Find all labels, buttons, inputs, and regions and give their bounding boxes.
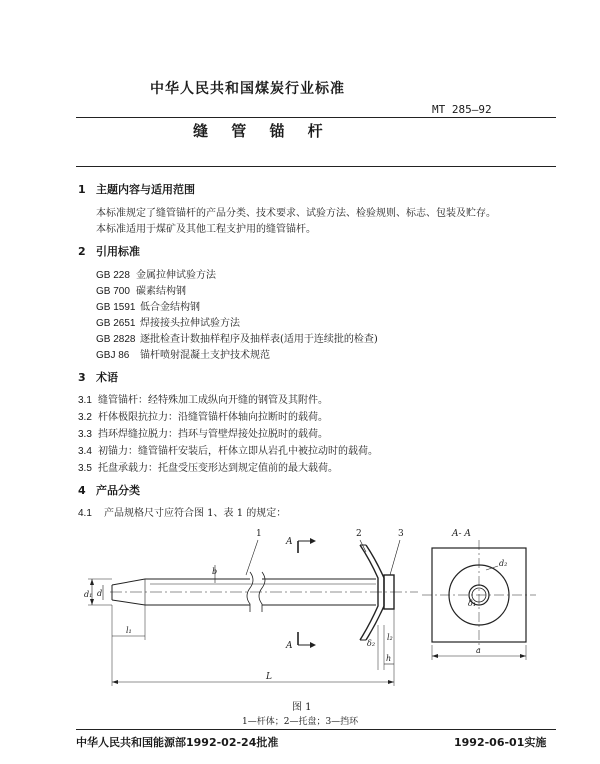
dim-arrowhead (520, 654, 526, 658)
issuing-body: 中华人民共和国煤炭行业标准 (150, 81, 345, 97)
label-delta1: δ₁ (468, 599, 477, 608)
label-L: L (266, 672, 272, 682)
section-number: 1 (78, 183, 86, 196)
section-arrowhead (310, 538, 316, 544)
reference-name: 低合金结构钢 (140, 302, 200, 313)
callout-leader (390, 540, 400, 575)
term-text: 缝管锚杆：经特殊加工成纵向开缝的钢管及其附件。 (98, 395, 328, 406)
reference-code: GB 228 (96, 270, 130, 281)
term-number: 3.3 (78, 429, 92, 440)
label-a: a (476, 646, 481, 655)
reference-code: GB 2651 (96, 318, 136, 329)
term-text: 挡环焊缝拉脱力：挡环与管壁焊接处拉脱时的载荷。 (98, 429, 328, 440)
clause-number: 4.1 (78, 508, 92, 519)
label-d: d (97, 589, 103, 598)
approval-note: 中华人民共和国能源部1992-02-24批准 (76, 736, 279, 749)
reference-code: GB 2828 (96, 334, 136, 345)
term-text: 托盘承载力：托盘受压变形达到规定值前的最大载荷。 (98, 463, 338, 474)
section-a-top: A (286, 537, 293, 547)
section-title: 产品分类 (96, 484, 140, 497)
dim-arrowhead (388, 680, 394, 684)
label-l1: l₁ (126, 626, 132, 635)
term-number: 3.4 (78, 446, 92, 457)
paragraph: 本标准适用于煤矿及其他工程支护用的缝管锚杆。 (96, 224, 316, 235)
callout-3: 3 (398, 529, 404, 539)
section-a-bottom: A (286, 641, 293, 651)
clause-text: 产品规格尺寸应符合图 1、表 1 的规定： (104, 508, 287, 519)
dim-arrowhead (90, 579, 94, 585)
reference-code: GB 700 (96, 286, 130, 297)
term-number: 3.2 (78, 412, 92, 423)
label-l2: l₂ (387, 633, 393, 642)
paragraph: 本标准规定了缝管锚杆的产品分类、技术要求、试验方法、检验规则、标志、包装及贮存。 (96, 208, 496, 219)
reference-name: 金属拉伸试验方法 (136, 270, 216, 281)
section-arrowhead (310, 642, 316, 648)
figure-legend: 1—杆体；2—托盘；3—挡环 (242, 717, 359, 727)
label-b: b (212, 567, 218, 576)
callout-1: 1 (256, 529, 262, 539)
standard-code: MT 285—92 (432, 103, 492, 116)
term-number: 3.1 (78, 395, 92, 406)
section-title: 主题内容与适用范围 (96, 183, 195, 196)
reference-name: 逐批检查计数抽样程序及抽样表(适用于连续批的检查) (140, 334, 378, 345)
label-d1: d₁ (84, 590, 93, 599)
reference-code: GBJ 86 (96, 350, 130, 361)
section-aa-label: A- A (452, 529, 471, 539)
reference-name: 碳素结构钢 (136, 286, 186, 297)
reference-name: 焊接接头拉伸试验方法 (140, 318, 240, 329)
effective-date: 1992-06-01实施 (454, 736, 547, 749)
label-d2: d₂ (499, 559, 508, 568)
reference-code: GB 1591 (96, 302, 136, 313)
callout-leader (246, 540, 258, 575)
section-number: 3 (78, 371, 86, 384)
label-h: h (386, 654, 392, 663)
tube-lower-edge (112, 600, 376, 605)
page-title: 缝 管 锚 杆 (193, 122, 332, 140)
section-title: 引用标准 (96, 245, 140, 258)
label-delta2: δ₂ (367, 639, 376, 648)
dim-arrowhead (432, 654, 438, 658)
callout-2: 2 (356, 529, 362, 539)
dim-arrowhead (90, 599, 94, 605)
reference-name: 锚杆喷射混凝土支护技术规范 (140, 350, 270, 361)
term-text: 杆体极限抗拉力：沿缝管锚杆体轴向拉断时的载荷。 (98, 412, 328, 423)
section-number: 2 (78, 245, 86, 258)
footer-rule (76, 729, 556, 730)
term-number: 3.5 (78, 463, 92, 474)
term-text: 初锚力：缝管锚杆安装后，杆体立即从岩孔中被拉动时的载荷。 (98, 446, 378, 457)
section-number: 4 (78, 484, 86, 497)
figure-caption: 图 1 (292, 702, 312, 713)
dim-arrowhead (112, 680, 118, 684)
section-title: 术语 (96, 371, 118, 384)
